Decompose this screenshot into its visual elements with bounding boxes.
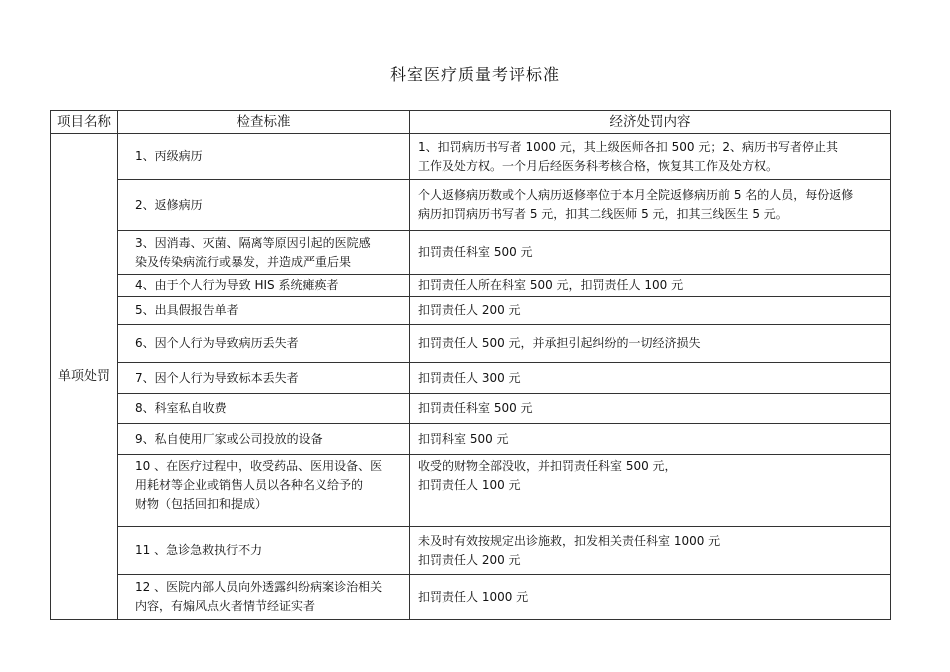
standard-text: 10 、在医疗过程中，收受药品、医用设备、医 [135, 459, 383, 473]
standard-text: 用耗材等企业或销售人员以各种名义给予的 [135, 478, 364, 492]
table-row [51, 297, 891, 325]
penalty-text: 病历扣罚病历书写者 5 元，扣其二线医师 5 元，扣其三线医生 5 元。 [418, 207, 788, 221]
standard-cell [118, 325, 410, 363]
penalty-text: 个人返修病历数或个人病历返修率位于本月全院返修病历前 5 名的人员，每份返修 [418, 188, 854, 202]
standards-table [50, 110, 891, 620]
penalty-text: 扣罚科室 500 元 [418, 431, 509, 446]
penalty-text: 1、扣罚病历书写者 1000 元，其上级医师各扣 500 元；2、病历书写者停止其 [418, 139, 838, 154]
penalty-cell [410, 180, 891, 231]
penalty-text: 扣罚责任人 1000 元 [418, 589, 529, 604]
penalty-cell [410, 231, 891, 275]
standard-text: 2、返修病历 [135, 197, 203, 212]
page-title: 科室医疗质量考评标准 [389, 65, 560, 84]
penalty-text: 扣罚责任人 500 元，并承担引起纠纷的一切经济损失 [418, 336, 701, 350]
standard-text: 6、因个人行为导致病历丢失者 [135, 336, 299, 350]
standard-text: 内容，有煽风点火者情节经证实者 [135, 599, 316, 613]
penalty-cell [410, 325, 891, 363]
penalty-cell [410, 134, 891, 180]
header-row [51, 111, 891, 134]
standard-cell [118, 575, 410, 620]
penalty-cell [410, 297, 891, 325]
standard-text: 8、科室私自收费 [135, 401, 227, 415]
penalty-cell [410, 275, 891, 297]
category-cell: 单项处罚 [51, 134, 118, 620]
penalty-text: 扣罚责任人 100 元 [418, 478, 521, 492]
penalty-text: 扣罚责任人 200 元 [418, 303, 521, 317]
penalty-text: 工作及处方权。一个月后经医务科考核合格，恢复其工作及处方权。 [418, 158, 779, 173]
penalty-text: 扣罚责任人 300 元 [418, 370, 521, 385]
table-row [51, 231, 891, 275]
penalty-text: 扣罚责任科室 500 元 [418, 401, 533, 415]
table-row [51, 363, 891, 394]
standard-cell [118, 424, 410, 455]
header-item: 项目名称 [51, 111, 118, 134]
table-row [51, 394, 891, 424]
standard-cell [118, 134, 410, 180]
penalty-text: 扣罚责任科室 500 元 [418, 245, 533, 259]
penalty-cell [410, 394, 891, 424]
penalty-cell [410, 575, 891, 620]
standard-text: 1、丙级病历 [135, 149, 203, 163]
header-standard: 检查标准 [118, 111, 410, 134]
standard-text: 财物（包括回扣和提成） [135, 497, 268, 511]
penalty-text: 扣罚责任人所在科室 500 元，扣罚责任人 100 元 [418, 278, 684, 292]
table-row [51, 180, 891, 231]
standard-cell [118, 363, 410, 394]
standard-text: 染及传染病流行或暴发，并造成严重后果 [135, 254, 352, 269]
table-row [51, 527, 891, 575]
standard-text: 12 、医院内部人员向外透露纠纷病案诊治相关 [135, 580, 383, 594]
standard-cell [118, 275, 410, 297]
standard-cell [118, 180, 410, 231]
penalty-text: 扣罚责任人 200 元 [418, 552, 521, 567]
standard-text: 7、因个人行为导致标本丢失者 [135, 370, 299, 385]
table-row [51, 424, 891, 455]
table-row [51, 455, 891, 527]
penalty-text: 未及时有效按规定出诊施救，扣发相关责任科室 1000 元 [418, 533, 721, 548]
standard-text: 5、出具假报告单者 [135, 303, 239, 317]
penalty-text: 收受的财物全部没收，并扣罚责任科室 500 元， [418, 459, 677, 473]
penalty-cell [410, 527, 891, 575]
table-row [51, 134, 891, 180]
penalty-cell [410, 363, 891, 394]
standard-cell [118, 297, 410, 325]
table-row [51, 575, 891, 620]
standard-cell [118, 527, 410, 575]
standard-cell [118, 394, 410, 424]
table-row [51, 275, 891, 297]
table-row [51, 325, 891, 363]
standard-cell [118, 455, 410, 527]
standard-text: 4、由于个人行为导致 HIS 系统瘫痪者 [135, 278, 339, 292]
penalty-cell [410, 424, 891, 455]
header-penalty: 经济处罚内容 [410, 111, 891, 134]
penalty-cell [410, 455, 891, 527]
standard-text: 9、私自使用厂家或公司投放的设备 [135, 431, 323, 446]
standard-text: 11 、急诊急救执行不力 [135, 543, 263, 557]
standard-text: 3、因消毒、灭菌、隔离等原因引起的医院感 [135, 235, 371, 250]
standard-cell [118, 231, 410, 275]
